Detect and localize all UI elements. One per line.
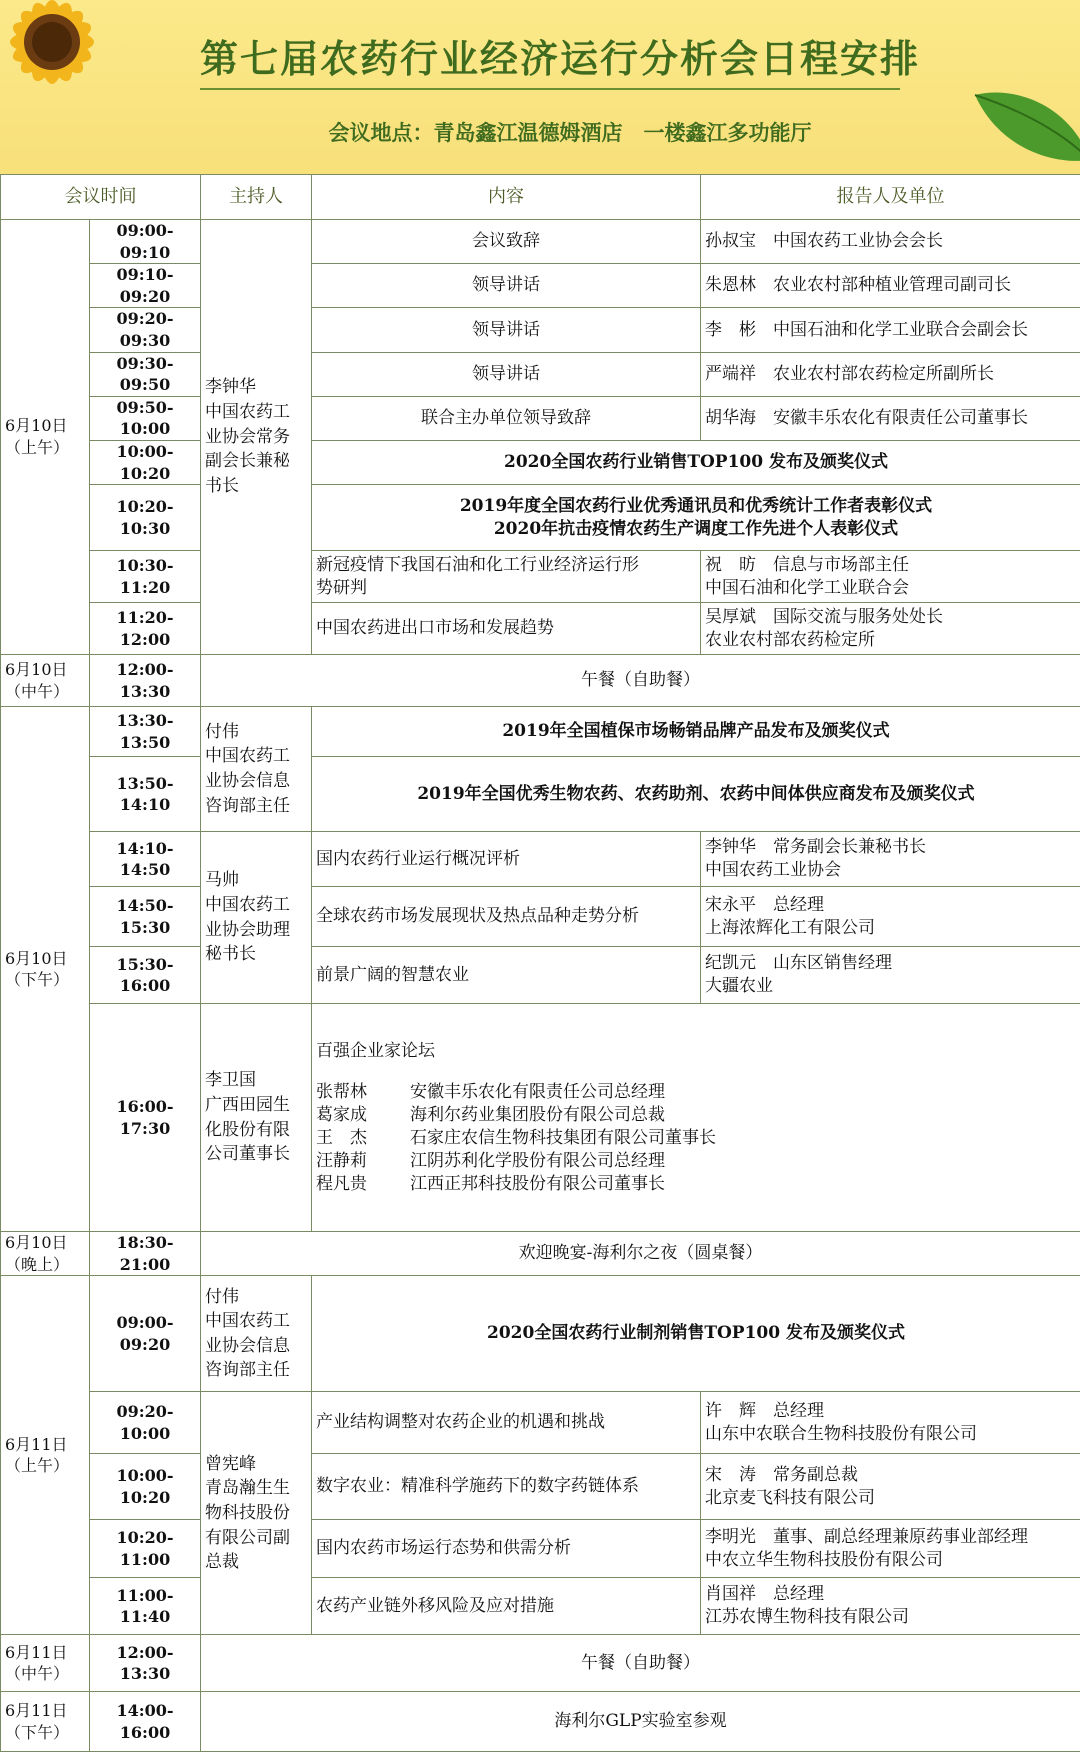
date-cell: 6月10日 （中午） <box>1 655 90 707</box>
date-cell: 6月11日 （中午） <box>1 1635 90 1692</box>
content-cell: 海利尔GLP实验室参观 <box>201 1692 1080 1752</box>
table-row <box>1 264 1080 308</box>
speaker-cell: 李钟华 常务副会长兼秘书长 中国农药工业协会 <box>701 832 1080 887</box>
forum-panelist: 汪静莉 江阴苏利化学股份有限公司总经理 <box>316 1150 1076 1173</box>
time-cell: 10:00-10:20 <box>90 1454 201 1520</box>
speaker-cell: 朱恩林 农业农村部种植业管理司副司长 <box>701 264 1080 308</box>
time-cell: 18:30-21:00 <box>90 1232 201 1276</box>
page-title: 第七届农药行业经济运行分析会日程安排 <box>0 28 1080 83</box>
forum-cell <box>312 1004 1080 1232</box>
table-row <box>1 220 1080 264</box>
table-row <box>1 352 1080 396</box>
content-cell: 午餐（自助餐） <box>201 655 1080 707</box>
host-cell: 李卫国 广西田园生 化股份有限 公司董事长 <box>201 1004 312 1232</box>
time-cell: 16:00-17:30 <box>90 1004 201 1232</box>
schedule-table <box>0 174 1080 1752</box>
table-row <box>1 947 1080 1004</box>
forum-panelist: 程凡贵 江西正邦科技股份有限公司董事长 <box>316 1173 1076 1196</box>
host-cell: 曾宪峰 青岛瀚生生 物科技股份 有限公司副 总裁 <box>201 1392 312 1635</box>
time-cell: 09:30-09:50 <box>90 352 201 396</box>
content-cell: 领导讲话 <box>312 308 701 352</box>
date-cell: 6月10日 （晚上） <box>1 1232 90 1276</box>
content-cell: 2020全国农药行业销售TOP100 发布及颁奖仪式 <box>312 440 1080 484</box>
content-cell: 前景广阔的智慧农业 <box>312 947 701 1004</box>
time-cell: 10:30-11:20 <box>90 551 201 603</box>
content-cell: 中国农药进出口市场和发展趋势 <box>312 603 701 655</box>
speaker-cell: 李明光 董事、副总经理兼原药事业部经理 中农立华生物科技股份有限公司 <box>701 1520 1080 1578</box>
date-cell: 6月11日 （上午） <box>1 1276 90 1635</box>
content-cell: 产业结构调整对农药企业的机遇和挑战 <box>312 1392 701 1454</box>
content-cell: 联合主办单位领导致辞 <box>312 396 701 440</box>
col-header-time: 会议时间 <box>1 175 201 220</box>
table-row <box>1 1454 1080 1520</box>
table-row <box>1 1692 1080 1752</box>
time-cell: 13:30-13:50 <box>90 707 201 757</box>
time-cell: 14:10-14:50 <box>90 832 201 887</box>
speaker-cell: 李 彬 中国石油和化学工业联合会副会长 <box>701 308 1080 352</box>
time-cell: 15:30-16:00 <box>90 947 201 1004</box>
time-cell: 09:20-10:00 <box>90 1392 201 1454</box>
speaker-cell: 祝 昉 信息与市场部主任 中国石油和化学工业联合会 <box>701 551 1080 603</box>
time-cell: 09:00-09:10 <box>90 220 201 264</box>
time-cell: 12:00-13:30 <box>90 655 201 707</box>
time-cell: 09:10-09:20 <box>90 264 201 308</box>
time-cell: 09:20-09:30 <box>90 308 201 352</box>
table-row <box>1 757 1080 832</box>
host-cell: 马帅 中国农药工 业协会助理 秘书长 <box>201 832 312 1004</box>
content-cell: 新冠疫情下我国石油和化工行业经济运行形 势研判 <box>312 551 701 603</box>
speaker-cell: 吴厚斌 国际交流与服务处处长 农业农村部农药检定所 <box>701 603 1080 655</box>
speaker-cell: 宋 涛 常务副总裁 北京麦飞科技有限公司 <box>701 1454 1080 1520</box>
page-header <box>0 0 1080 174</box>
content-cell: 会议致辞 <box>312 220 701 264</box>
host-cell: 付伟 中国农药工 业协会信息 咨询部主任 <box>201 707 312 832</box>
date-cell: 6月11日 （下午） <box>1 1692 90 1752</box>
table-row <box>1 1232 1080 1276</box>
table-row <box>1 603 1080 655</box>
host-cell: 付伟 中国农药工 业协会信息 咨询部主任 <box>201 1276 312 1392</box>
table-header-row <box>1 175 1080 220</box>
content-cell: 领导讲话 <box>312 352 701 396</box>
table-row <box>1 707 1080 757</box>
speaker-cell: 许 辉 总经理 山东中农联合生物科技股份有限公司 <box>701 1392 1080 1454</box>
time-cell: 14:50-15:30 <box>90 887 201 947</box>
content-cell: 2020全国农药行业制剂销售TOP100 发布及颁奖仪式 <box>312 1276 1080 1392</box>
content-cell: 午餐（自助餐） <box>201 1635 1080 1692</box>
content-cell: 数字农业：精准科学施药下的数字药链体系 <box>312 1454 701 1520</box>
forum-title: 百强企业家论坛 <box>316 1040 1076 1063</box>
table-row <box>1 396 1080 440</box>
content-cell: 国内农药行业运行概况评析 <box>312 832 701 887</box>
host-cell: 李钟华 中国农药工 业协会常务 副会长兼秘 书长 <box>201 220 312 655</box>
speaker-cell: 宋永平 总经理 上海浓辉化工有限公司 <box>701 887 1080 947</box>
time-cell: 10:00-10:20 <box>90 440 201 484</box>
content-cell: 全球农药市场发展现状及热点品种走势分析 <box>312 887 701 947</box>
time-cell: 09:50-10:00 <box>90 396 201 440</box>
time-cell: 12:00-13:30 <box>90 1635 201 1692</box>
speaker-cell: 纪凯元 山东区销售经理 大疆农业 <box>701 947 1080 1004</box>
forum-panelist: 王 杰 石家庄农信生物科技集团有限公司董事长 <box>316 1127 1076 1150</box>
table-row <box>1 1578 1080 1635</box>
time-cell: 09:00-09:20 <box>90 1276 201 1392</box>
venue-text: 会议地点：青岛鑫江温德姆酒店 一楼鑫江多功能厅 <box>0 117 1080 147</box>
table-row <box>1 440 1080 484</box>
time-cell: 13:50-14:10 <box>90 757 201 832</box>
content-cell: 2019年全国优秀生物农药、农药助剂、农药中间体供应商发布及颁奖仪式 <box>312 757 1080 832</box>
content-cell: 领导讲话 <box>312 264 701 308</box>
speaker-cell: 肖国祥 总经理 江苏农博生物科技有限公司 <box>701 1578 1080 1635</box>
content-cell: 国内农药市场运行态势和供需分析 <box>312 1520 701 1578</box>
time-cell: 11:20-12:00 <box>90 603 201 655</box>
content-cell: 农药产业链外移风险及应对措施 <box>312 1578 701 1635</box>
date-cell: 6月10日 （下午） <box>1 707 90 1232</box>
table-row <box>1 1635 1080 1692</box>
time-cell: 10:20-10:30 <box>90 485 201 551</box>
table-row <box>1 887 1080 947</box>
table-row <box>1 551 1080 603</box>
table-row <box>1 1392 1080 1454</box>
forum-panelist: 张帮林 安徽丰乐农化有限责任公司总经理 <box>316 1081 1076 1104</box>
col-header-speaker: 报告人及单位 <box>701 175 1080 220</box>
table-row <box>1 655 1080 707</box>
table-row <box>1 1520 1080 1578</box>
table-row <box>1 485 1080 551</box>
col-header-content: 内容 <box>312 175 701 220</box>
speaker-cell: 严端祥 农业农村部农药检定所副所长 <box>701 352 1080 396</box>
speaker-cell: 胡华海 安徽丰乐农化有限责任公司董事长 <box>701 396 1080 440</box>
content-cell: 欢迎晚宴-海利尔之夜（圆桌餐） <box>201 1232 1080 1276</box>
time-cell: 11:00-11:40 <box>90 1578 201 1635</box>
time-cell: 10:20-11:00 <box>90 1520 201 1578</box>
table-row <box>1 832 1080 887</box>
forum-panelist: 葛家成 海利尔药业集团股份有限公司总裁 <box>316 1104 1076 1127</box>
content-cell: 2019年度全国农药行业优秀通讯员和优秀统计工作者表彰仪式 2020年抗击疫情农药生产调度工作先进个人表彰仪式 <box>312 485 1080 551</box>
col-header-host: 主持人 <box>201 175 312 220</box>
time-cell: 14:00-16:00 <box>90 1692 201 1752</box>
speaker-cell: 孙叔宝 中国农药工业协会会长 <box>701 220 1080 264</box>
table-row <box>1 308 1080 352</box>
table-row <box>1 1276 1080 1392</box>
table-row <box>1 1004 1080 1232</box>
date-cell: 6月10日 （上午） <box>1 220 90 655</box>
content-cell: 2019年全国植保市场畅销品牌产品发布及颁奖仪式 <box>312 707 1080 757</box>
title-divider <box>200 88 900 90</box>
